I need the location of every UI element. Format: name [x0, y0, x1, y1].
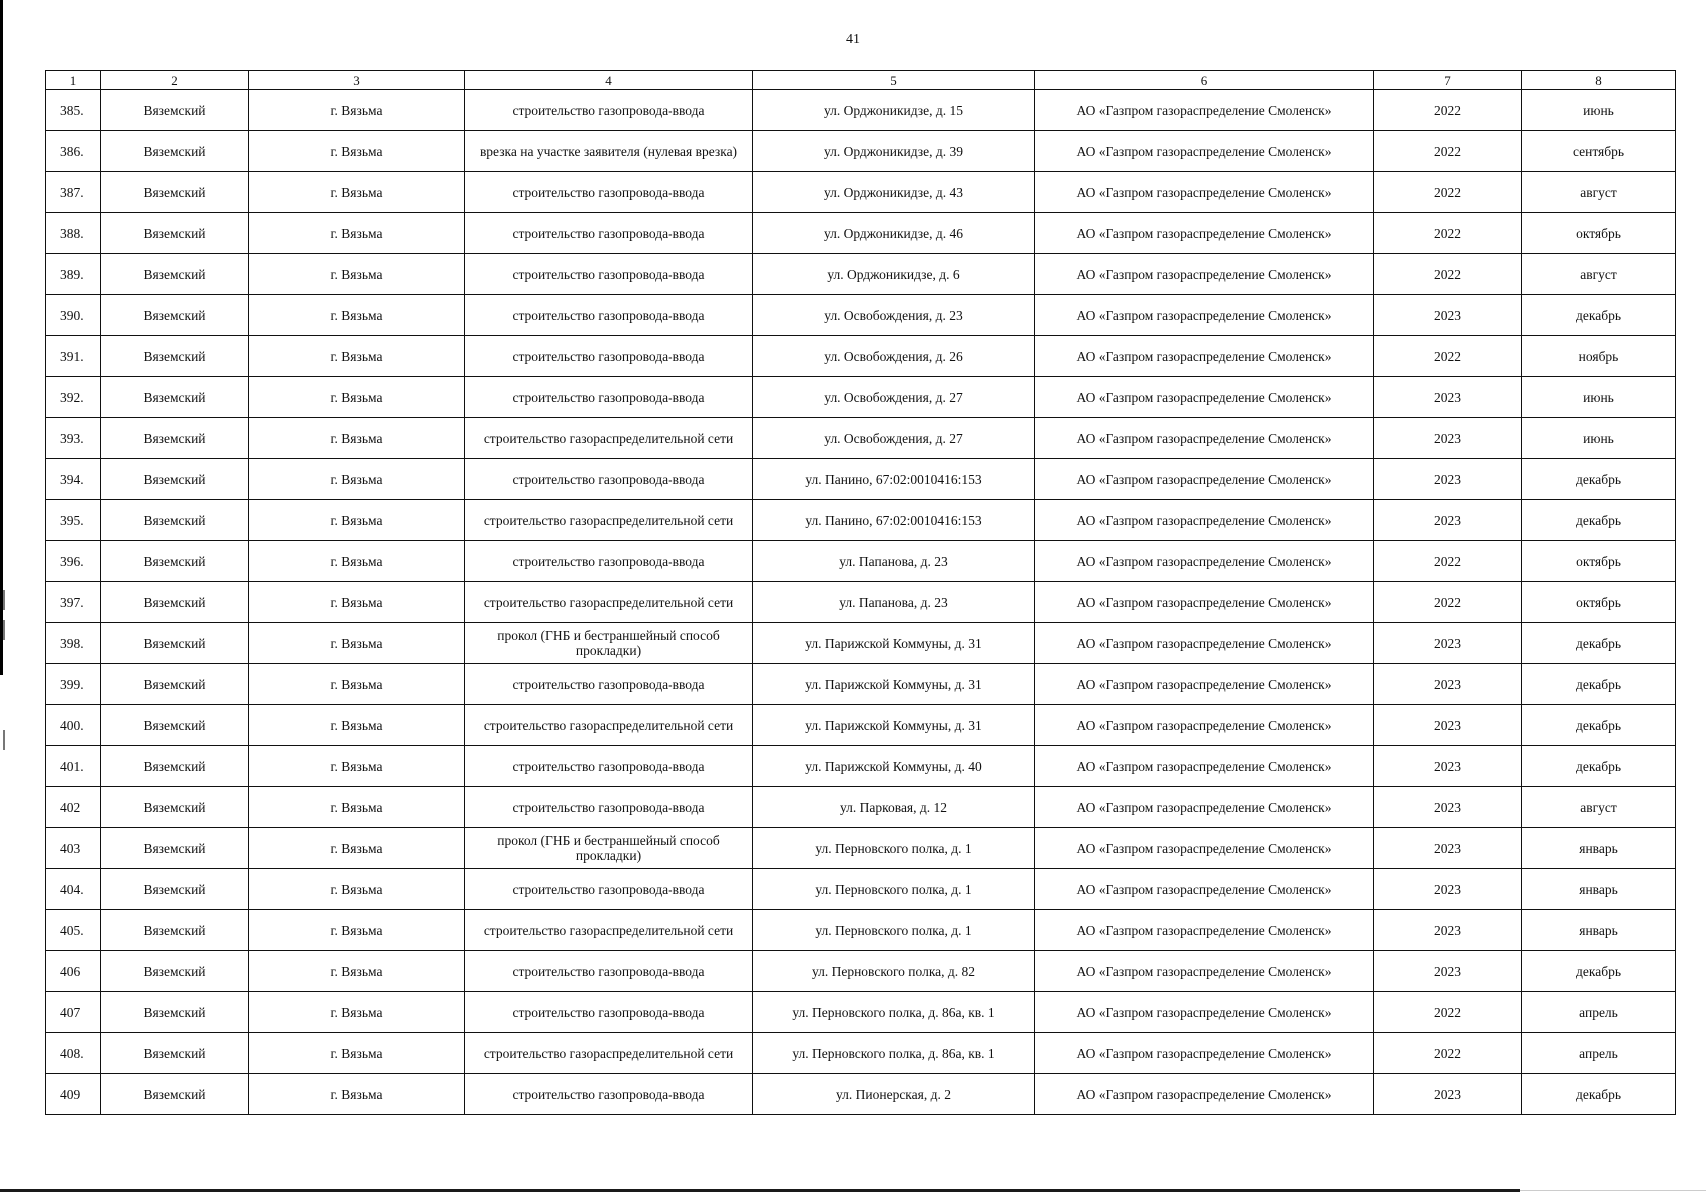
year-cell: 2023: [1374, 910, 1522, 951]
organization-cell: АО «Газпром газораспределение Смоленск»: [1035, 500, 1374, 541]
address-cell: ул. Освобождения, д. 27: [753, 418, 1035, 459]
table-row: [46, 951, 1676, 992]
address-cell: ул. Парковая, д. 12: [753, 787, 1035, 828]
month-cell: ноябрь: [1522, 336, 1676, 377]
work-type-cell: строительство газораспределительной сети: [465, 500, 753, 541]
month-cell: декабрь: [1522, 746, 1676, 787]
year-cell: 2022: [1374, 336, 1522, 377]
district-cell: Вяземский: [101, 377, 249, 418]
organization-cell: АО «Газпром газораспределение Смоленск»: [1035, 828, 1374, 869]
work-type-cell: строительство газопровода-ввода: [465, 787, 753, 828]
address-cell: ул. Папанова, д. 23: [753, 582, 1035, 623]
locality-cell: г. Вязьма: [249, 90, 465, 131]
district-cell: Вяземский: [101, 664, 249, 705]
month-cell: октябрь: [1522, 213, 1676, 254]
table-body: [46, 90, 1676, 1115]
address-cell: ул. Перновского полка, д. 86а, кв. 1: [753, 1033, 1035, 1074]
table-row: [46, 910, 1676, 951]
row-number-cell: 403: [46, 828, 101, 869]
organization-cell: АО «Газпром газораспределение Смоленск»: [1035, 418, 1374, 459]
scan-mark: [3, 590, 5, 610]
address-cell: ул. Перновского полка, д. 1: [753, 828, 1035, 869]
address-cell: ул. Перновского полка, д. 82: [753, 951, 1035, 992]
row-number-cell: 391.: [46, 336, 101, 377]
locality-cell: г. Вязьма: [249, 336, 465, 377]
locality-cell: г. Вязьма: [249, 951, 465, 992]
month-cell: август: [1522, 254, 1676, 295]
address-cell: ул. Перновского полка, д. 1: [753, 910, 1035, 951]
locality-cell: г. Вязьма: [249, 582, 465, 623]
locality-cell: г. Вязьма: [249, 828, 465, 869]
column-header: 2: [101, 71, 249, 90]
locality-cell: г. Вязьма: [249, 254, 465, 295]
locality-cell: г. Вязьма: [249, 869, 465, 910]
organization-cell: АО «Газпром газораспределение Смоленск»: [1035, 705, 1374, 746]
table-header-row: [46, 71, 1676, 90]
district-cell: Вяземский: [101, 295, 249, 336]
district-cell: Вяземский: [101, 541, 249, 582]
district-cell: Вяземский: [101, 746, 249, 787]
table-row: [46, 664, 1676, 705]
table-row: [46, 295, 1676, 336]
work-type-cell: строительство газопровода-ввода: [465, 90, 753, 131]
bottom-rule: [0, 1189, 1520, 1192]
district-cell: Вяземский: [101, 623, 249, 664]
year-cell: 2023: [1374, 705, 1522, 746]
row-number-cell: 400.: [46, 705, 101, 746]
month-cell: июнь: [1522, 418, 1676, 459]
organization-cell: АО «Газпром газораспределение Смоленск»: [1035, 910, 1374, 951]
table-row: [46, 541, 1676, 582]
row-number-cell: 409: [46, 1074, 101, 1115]
month-cell: октябрь: [1522, 582, 1676, 623]
organization-cell: АО «Газпром газораспределение Смоленск»: [1035, 131, 1374, 172]
work-type-cell: строительство газопровода-ввода: [465, 664, 753, 705]
row-number-cell: 402: [46, 787, 101, 828]
year-cell: 2022: [1374, 172, 1522, 213]
district-cell: Вяземский: [101, 90, 249, 131]
organization-cell: АО «Газпром газораспределение Смоленск»: [1035, 377, 1374, 418]
locality-cell: г. Вязьма: [249, 910, 465, 951]
organization-cell: АО «Газпром газораспределение Смоленск»: [1035, 992, 1374, 1033]
month-cell: декабрь: [1522, 951, 1676, 992]
month-cell: декабрь: [1522, 1074, 1676, 1115]
organization-cell: АО «Газпром газораспределение Смоленск»: [1035, 869, 1374, 910]
address-cell: ул. Освобождения, д. 27: [753, 377, 1035, 418]
data-table: [45, 70, 1676, 1115]
locality-cell: г. Вязьма: [249, 500, 465, 541]
year-cell: 2022: [1374, 992, 1522, 1033]
organization-cell: АО «Газпром газораспределение Смоленск»: [1035, 746, 1374, 787]
work-type-cell: строительство газопровода-ввода: [465, 992, 753, 1033]
address-cell: ул. Панино, 67:02:0010416:153: [753, 459, 1035, 500]
locality-cell: г. Вязьма: [249, 131, 465, 172]
organization-cell: АО «Газпром газораспределение Смоленск»: [1035, 1033, 1374, 1074]
year-cell: 2023: [1374, 664, 1522, 705]
year-cell: 2023: [1374, 623, 1522, 664]
row-number-cell: 395.: [46, 500, 101, 541]
row-number-cell: 397.: [46, 582, 101, 623]
row-number-cell: 401.: [46, 746, 101, 787]
district-cell: Вяземский: [101, 869, 249, 910]
address-cell: ул. Папанова, д. 23: [753, 541, 1035, 582]
work-type-cell: строительство газопровода-ввода: [465, 869, 753, 910]
locality-cell: г. Вязьма: [249, 992, 465, 1033]
year-cell: 2022: [1374, 213, 1522, 254]
row-number-cell: 398.: [46, 623, 101, 664]
month-cell: декабрь: [1522, 459, 1676, 500]
row-number-cell: 396.: [46, 541, 101, 582]
year-cell: 2023: [1374, 500, 1522, 541]
district-cell: Вяземский: [101, 1074, 249, 1115]
organization-cell: АО «Газпром газораспределение Смоленск»: [1035, 90, 1374, 131]
table-row: [46, 377, 1676, 418]
table-row: [46, 418, 1676, 459]
row-number-cell: 386.: [46, 131, 101, 172]
year-cell: 2023: [1374, 295, 1522, 336]
work-type-cell: прокол (ГНБ и бестраншейный способ прокладки): [465, 828, 753, 869]
district-cell: Вяземский: [101, 254, 249, 295]
row-number-cell: 394.: [46, 459, 101, 500]
table-row: [46, 90, 1676, 131]
row-number-cell: 393.: [46, 418, 101, 459]
table-row: [46, 582, 1676, 623]
locality-cell: г. Вязьма: [249, 377, 465, 418]
work-type-cell: строительство газопровода-ввода: [465, 213, 753, 254]
locality-cell: г. Вязьма: [249, 787, 465, 828]
organization-cell: АО «Газпром газораспределение Смоленск»: [1035, 459, 1374, 500]
column-header: 8: [1522, 71, 1676, 90]
district-cell: Вяземский: [101, 828, 249, 869]
district-cell: Вяземский: [101, 705, 249, 746]
scan-left-edge: [0, 0, 3, 675]
scan-mark: [3, 620, 5, 640]
year-cell: 2022: [1374, 131, 1522, 172]
row-number-cell: 390.: [46, 295, 101, 336]
district-cell: Вяземский: [101, 992, 249, 1033]
work-type-cell: строительство газопровода-ввода: [465, 377, 753, 418]
address-cell: ул. Парижской Коммуны, д. 31: [753, 623, 1035, 664]
month-cell: апрель: [1522, 1033, 1676, 1074]
district-cell: Вяземский: [101, 418, 249, 459]
row-number-cell: 405.: [46, 910, 101, 951]
table-row: [46, 1074, 1676, 1115]
table-row: [46, 336, 1676, 377]
locality-cell: г. Вязьма: [249, 705, 465, 746]
district-cell: Вяземский: [101, 459, 249, 500]
table-row: [46, 746, 1676, 787]
year-cell: 2023: [1374, 951, 1522, 992]
year-cell: 2023: [1374, 1074, 1522, 1115]
year-cell: 2022: [1374, 541, 1522, 582]
table-row: [46, 1033, 1676, 1074]
column-header: 1: [46, 71, 101, 90]
district-cell: Вяземский: [101, 131, 249, 172]
column-header: 4: [465, 71, 753, 90]
locality-cell: г. Вязьма: [249, 213, 465, 254]
organization-cell: АО «Газпром газораспределение Смоленск»: [1035, 295, 1374, 336]
page-number: 41: [846, 32, 860, 47]
organization-cell: АО «Газпром газораспределение Смоленск»: [1035, 664, 1374, 705]
address-cell: ул. Перновского полка, д. 86а, кв. 1: [753, 992, 1035, 1033]
work-type-cell: врезка на участке заявителя (нулевая врезка): [465, 131, 753, 172]
district-cell: Вяземский: [101, 1033, 249, 1074]
month-cell: декабрь: [1522, 623, 1676, 664]
address-cell: ул. Парижской Коммуны, д. 31: [753, 664, 1035, 705]
work-type-cell: строительство газопровода-ввода: [465, 295, 753, 336]
organization-cell: АО «Газпром газораспределение Смоленск»: [1035, 541, 1374, 582]
work-type-cell: строительство газопровода-ввода: [465, 172, 753, 213]
year-cell: 2023: [1374, 746, 1522, 787]
year-cell: 2022: [1374, 90, 1522, 131]
row-number-cell: 389.: [46, 254, 101, 295]
organization-cell: АО «Газпром газораспределение Смоленск»: [1035, 787, 1374, 828]
work-type-cell: строительство газораспределительной сети: [465, 910, 753, 951]
organization-cell: АО «Газпром газораспределение Смоленск»: [1035, 172, 1374, 213]
column-header: 3: [249, 71, 465, 90]
district-cell: Вяземский: [101, 500, 249, 541]
year-cell: 2023: [1374, 459, 1522, 500]
month-cell: апрель: [1522, 992, 1676, 1033]
organization-cell: АО «Газпром газораспределение Смоленск»: [1035, 1074, 1374, 1115]
district-cell: Вяземский: [101, 787, 249, 828]
column-header: 5: [753, 71, 1035, 90]
table-row: [46, 705, 1676, 746]
month-cell: январь: [1522, 869, 1676, 910]
month-cell: июнь: [1522, 377, 1676, 418]
scan-mark: [3, 730, 5, 750]
column-header: 7: [1374, 71, 1522, 90]
organization-cell: АО «Газпром газораспределение Смоленск»: [1035, 336, 1374, 377]
year-cell: 2023: [1374, 418, 1522, 459]
month-cell: октябрь: [1522, 541, 1676, 582]
district-cell: Вяземский: [101, 336, 249, 377]
address-cell: ул. Перновского полка, д. 1: [753, 869, 1035, 910]
address-cell: ул. Орджоникидзе, д. 43: [753, 172, 1035, 213]
row-number-cell: 392.: [46, 377, 101, 418]
month-cell: август: [1522, 172, 1676, 213]
address-cell: ул. Пионерская, д. 2: [753, 1074, 1035, 1115]
year-cell: 2023: [1374, 828, 1522, 869]
address-cell: ул. Освобождения, д. 26: [753, 336, 1035, 377]
table-row: [46, 500, 1676, 541]
table-row: [46, 828, 1676, 869]
month-cell: декабрь: [1522, 664, 1676, 705]
locality-cell: г. Вязьма: [249, 459, 465, 500]
row-number-cell: 407: [46, 992, 101, 1033]
organization-cell: АО «Газпром газораспределение Смоленск»: [1035, 213, 1374, 254]
locality-cell: г. Вязьма: [249, 1074, 465, 1115]
year-cell: 2022: [1374, 254, 1522, 295]
month-cell: декабрь: [1522, 705, 1676, 746]
year-cell: 2023: [1374, 787, 1522, 828]
organization-cell: АО «Газпром газораспределение Смоленск»: [1035, 254, 1374, 295]
row-number-cell: 399.: [46, 664, 101, 705]
locality-cell: г. Вязьма: [249, 664, 465, 705]
bottom-rule-thin: [1520, 1190, 1706, 1191]
table-row: [46, 172, 1676, 213]
month-cell: июнь: [1522, 90, 1676, 131]
month-cell: август: [1522, 787, 1676, 828]
address-cell: ул. Парижской Коммуны, д. 40: [753, 746, 1035, 787]
row-number-cell: 406: [46, 951, 101, 992]
table-row: [46, 459, 1676, 500]
locality-cell: г. Вязьма: [249, 295, 465, 336]
locality-cell: г. Вязьма: [249, 746, 465, 787]
work-type-cell: строительство газопровода-ввода: [465, 254, 753, 295]
work-type-cell: строительство газопровода-ввода: [465, 459, 753, 500]
organization-cell: АО «Газпром газораспределение Смоленск»: [1035, 951, 1374, 992]
organization-cell: АО «Газпром газораспределение Смоленск»: [1035, 582, 1374, 623]
row-number-cell: 408.: [46, 1033, 101, 1074]
work-type-cell: строительство газопровода-ввода: [465, 746, 753, 787]
year-cell: 2022: [1374, 582, 1522, 623]
table-row: [46, 254, 1676, 295]
address-cell: ул. Орджоникидзе, д. 39: [753, 131, 1035, 172]
column-header: 6: [1035, 71, 1374, 90]
year-cell: 2023: [1374, 869, 1522, 910]
table-row: [46, 992, 1676, 1033]
year-cell: 2023: [1374, 377, 1522, 418]
district-cell: Вяземский: [101, 910, 249, 951]
month-cell: сентябрь: [1522, 131, 1676, 172]
district-cell: Вяземский: [101, 172, 249, 213]
work-type-cell: строительство газораспределительной сети: [465, 418, 753, 459]
row-number-cell: 385.: [46, 90, 101, 131]
organization-cell: АО «Газпром газораспределение Смоленск»: [1035, 623, 1374, 664]
table-row: [46, 787, 1676, 828]
work-type-cell: строительство газопровода-ввода: [465, 951, 753, 992]
locality-cell: г. Вязьма: [249, 172, 465, 213]
month-cell: январь: [1522, 828, 1676, 869]
row-number-cell: 387.: [46, 172, 101, 213]
address-cell: ул. Панино, 67:02:0010416:153: [753, 500, 1035, 541]
table-row: [46, 131, 1676, 172]
locality-cell: г. Вязьма: [249, 418, 465, 459]
year-cell: 2022: [1374, 1033, 1522, 1074]
locality-cell: г. Вязьма: [249, 541, 465, 582]
address-cell: ул. Парижской Коммуны, д. 31: [753, 705, 1035, 746]
table-row: [46, 623, 1676, 664]
district-cell: Вяземский: [101, 582, 249, 623]
work-type-cell: строительство газораспределительной сети: [465, 705, 753, 746]
district-cell: Вяземский: [101, 213, 249, 254]
address-cell: ул. Орджоникидзе, д. 6: [753, 254, 1035, 295]
work-type-cell: строительство газопровода-ввода: [465, 541, 753, 582]
locality-cell: г. Вязьма: [249, 1033, 465, 1074]
month-cell: декабрь: [1522, 500, 1676, 541]
address-cell: ул. Орджоникидзе, д. 46: [753, 213, 1035, 254]
locality-cell: г. Вязьма: [249, 623, 465, 664]
month-cell: декабрь: [1522, 295, 1676, 336]
month-cell: январь: [1522, 910, 1676, 951]
work-type-cell: прокол (ГНБ и бестраншейный способ прокладки): [465, 623, 753, 664]
row-number-cell: 404.: [46, 869, 101, 910]
work-type-cell: строительство газораспределительной сети: [465, 1033, 753, 1074]
row-number-cell: 388.: [46, 213, 101, 254]
address-cell: ул. Освобождения, д. 23: [753, 295, 1035, 336]
work-type-cell: строительство газопровода-ввода: [465, 1074, 753, 1115]
table-row: [46, 213, 1676, 254]
work-type-cell: строительство газопровода-ввода: [465, 336, 753, 377]
table-row: [46, 869, 1676, 910]
address-cell: ул. Орджоникидзе, д. 15: [753, 90, 1035, 131]
work-type-cell: строительство газораспределительной сети: [465, 582, 753, 623]
district-cell: Вяземский: [101, 951, 249, 992]
